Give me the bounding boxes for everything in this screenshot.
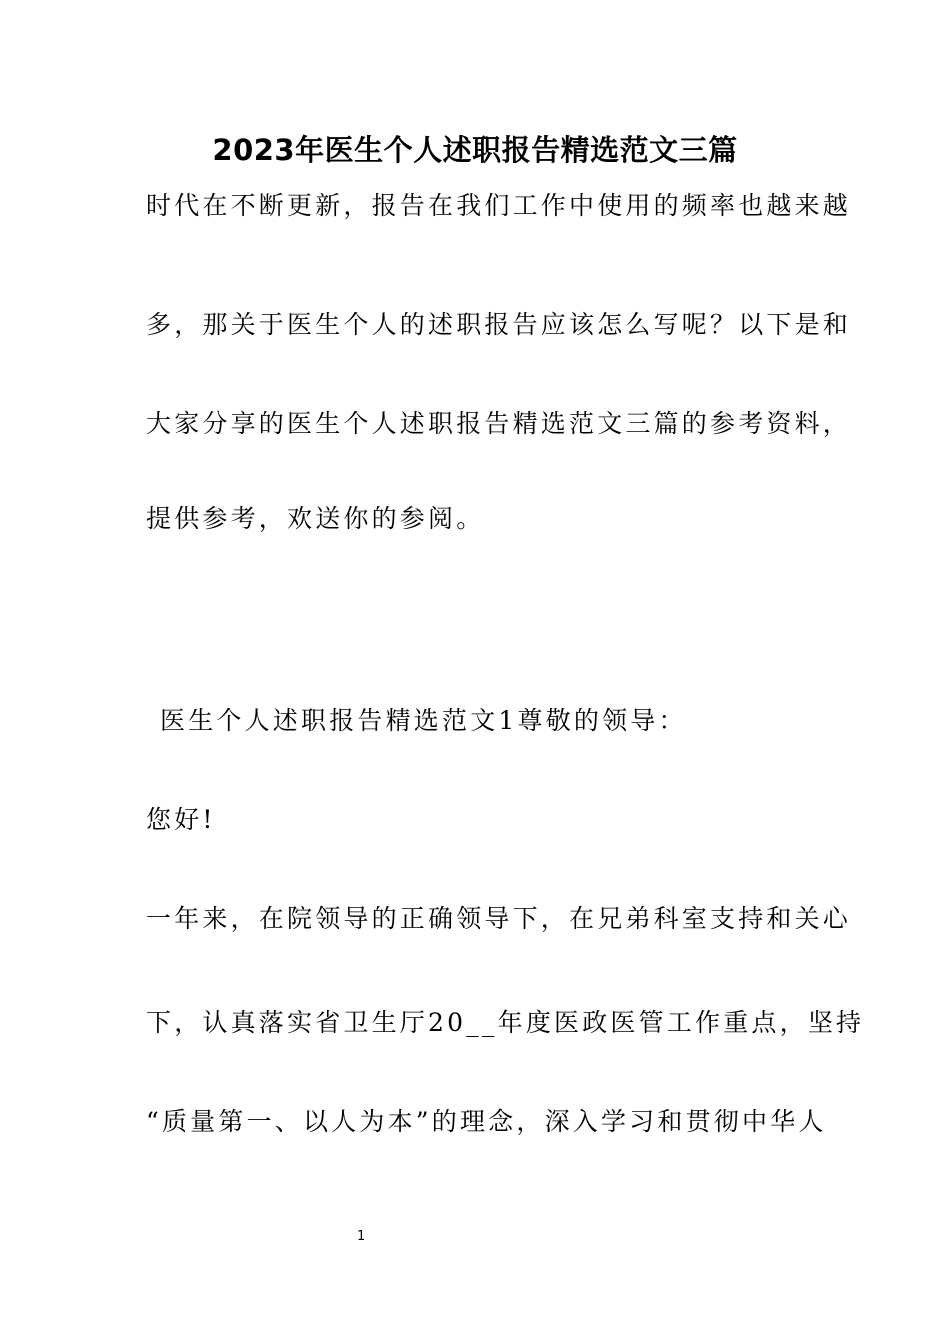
document-title: 2023年医生个人述职报告精选范文三篇 [212, 133, 738, 167]
intro-line-2: 多，那关于医生个人的述职报告应该怎么写呢？以下是和 [146, 310, 852, 339]
intro-line-1: 时代在不断更新，报告在我们工作中使用的频率也越来越 [146, 191, 852, 220]
page-number: 1 [357, 1229, 366, 1244]
section-heading: 医生个人述职报告精选范文1尊敬的领导： [160, 706, 687, 735]
greeting: 您好! [146, 805, 216, 834]
body-line-3: “质量第一、以人为本”的理念，深入学习和贯彻中华人 [146, 1107, 827, 1136]
body-line-2: 下，认真落实省卫生厅20__年度医政医管工作重点，坚持 [146, 1008, 865, 1037]
body-line-1: 一年来，在院领导的正确领导下，在兄弟科室支持和关心 [146, 904, 852, 933]
intro-line-3: 大家分享的医生个人述职报告精选范文三篇的参考资料， [146, 409, 852, 438]
intro-line-4: 提供参考，欢送你的参阅。 [146, 504, 485, 533]
